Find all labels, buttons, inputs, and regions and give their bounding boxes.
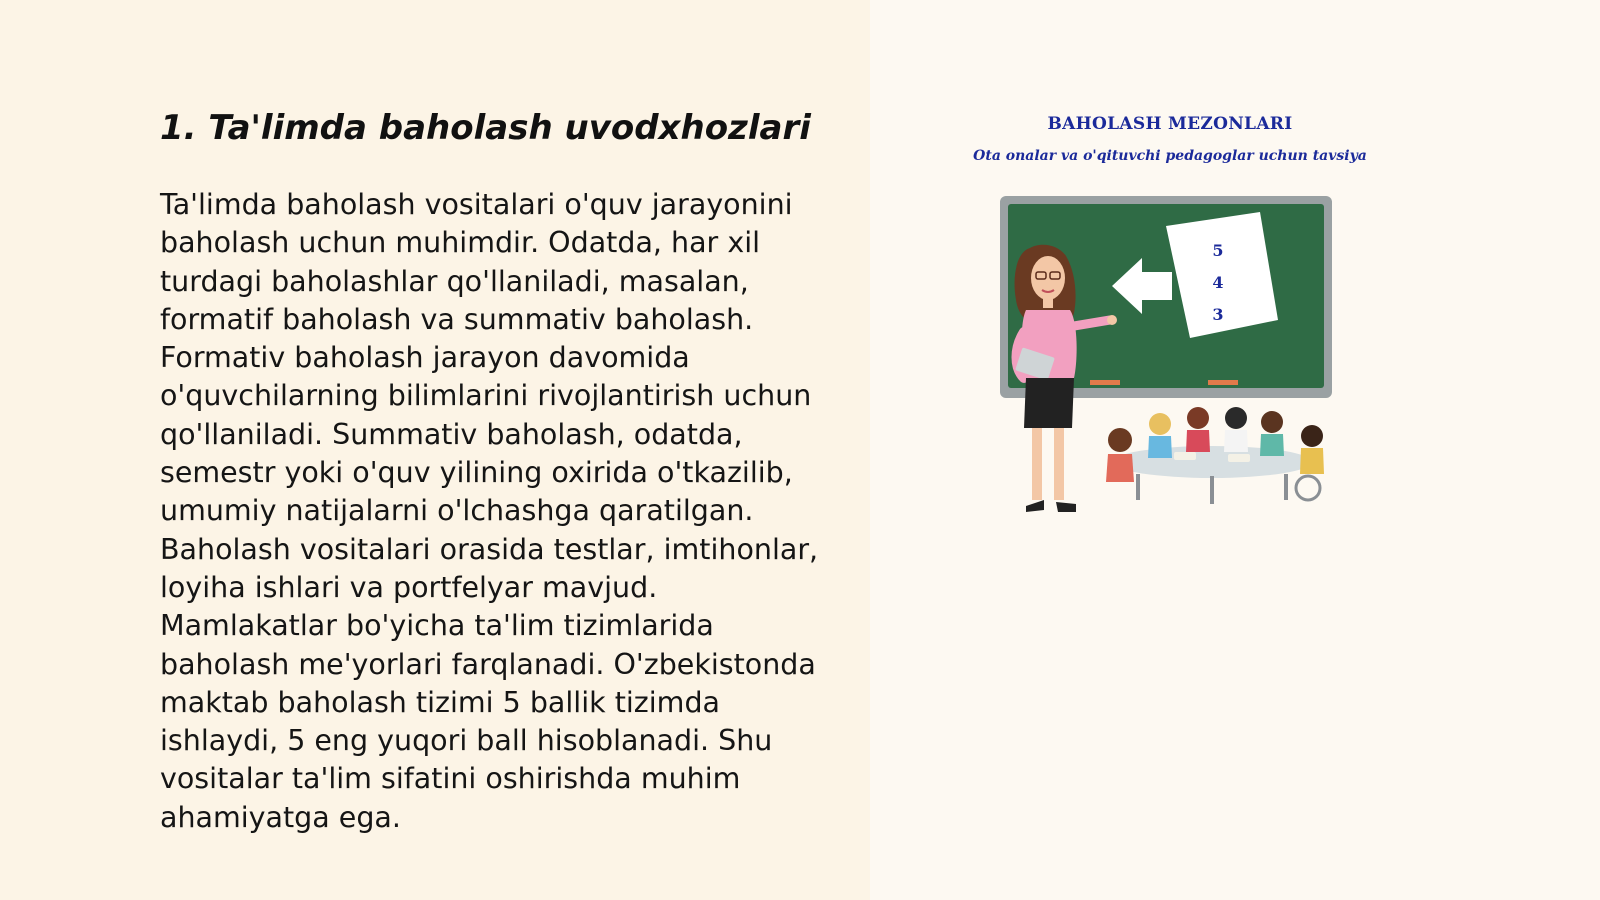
grade-5: 5 [1212,241,1224,260]
figure-subtitle: Ota onalar va o'qituvchi pedagoglar uchun tavsiya [973,148,1367,164]
students-around-table [1106,407,1324,504]
grade-3: 3 [1212,305,1224,324]
slide-title: 1. Ta'limda baholash uvodxhozlari [160,108,811,148]
grade-4: 4 [1212,273,1224,292]
teacher-classroom-illustration [960,192,1380,572]
slide-body-text: Ta'limda baholash vositalari o'quv jarayonini baholash uchun muhimdir. Odatda, har xil turdagi baholashlar qo'llaniladi, masalan, formatif baholash va summativ baholash. Formativ baholash jarayon davomida o'quvchilarning bilimlarini rivojlantirish uchun qo'llaniladi. Summativ baholash, odatda, semestr yoki o'quv yilining oxirida o'tkazilib, umumiy natijalarni o'lchashga qaratilgan. Baholash vositalari orasida testlar, imtihonlar, loyiha ishlari va portfelyar mavjud. Mamlakatlar bo'yicha ta'lim tizimlarida baholash me'yorlari farqlanadi. O'zbekistonda maktab baholash tizimi 5 ballik tizimda ishlaydi, 5 eng yuqori ball hisoblanadi. Shu vositalar ta'lim sifatini oshirishda muhim ahamiyatga ega. [160,188,819,834]
assessment-criteria-figure [960,100,1380,580]
figure-title: BAHOLASH MEZONLARI [1047,114,1293,134]
